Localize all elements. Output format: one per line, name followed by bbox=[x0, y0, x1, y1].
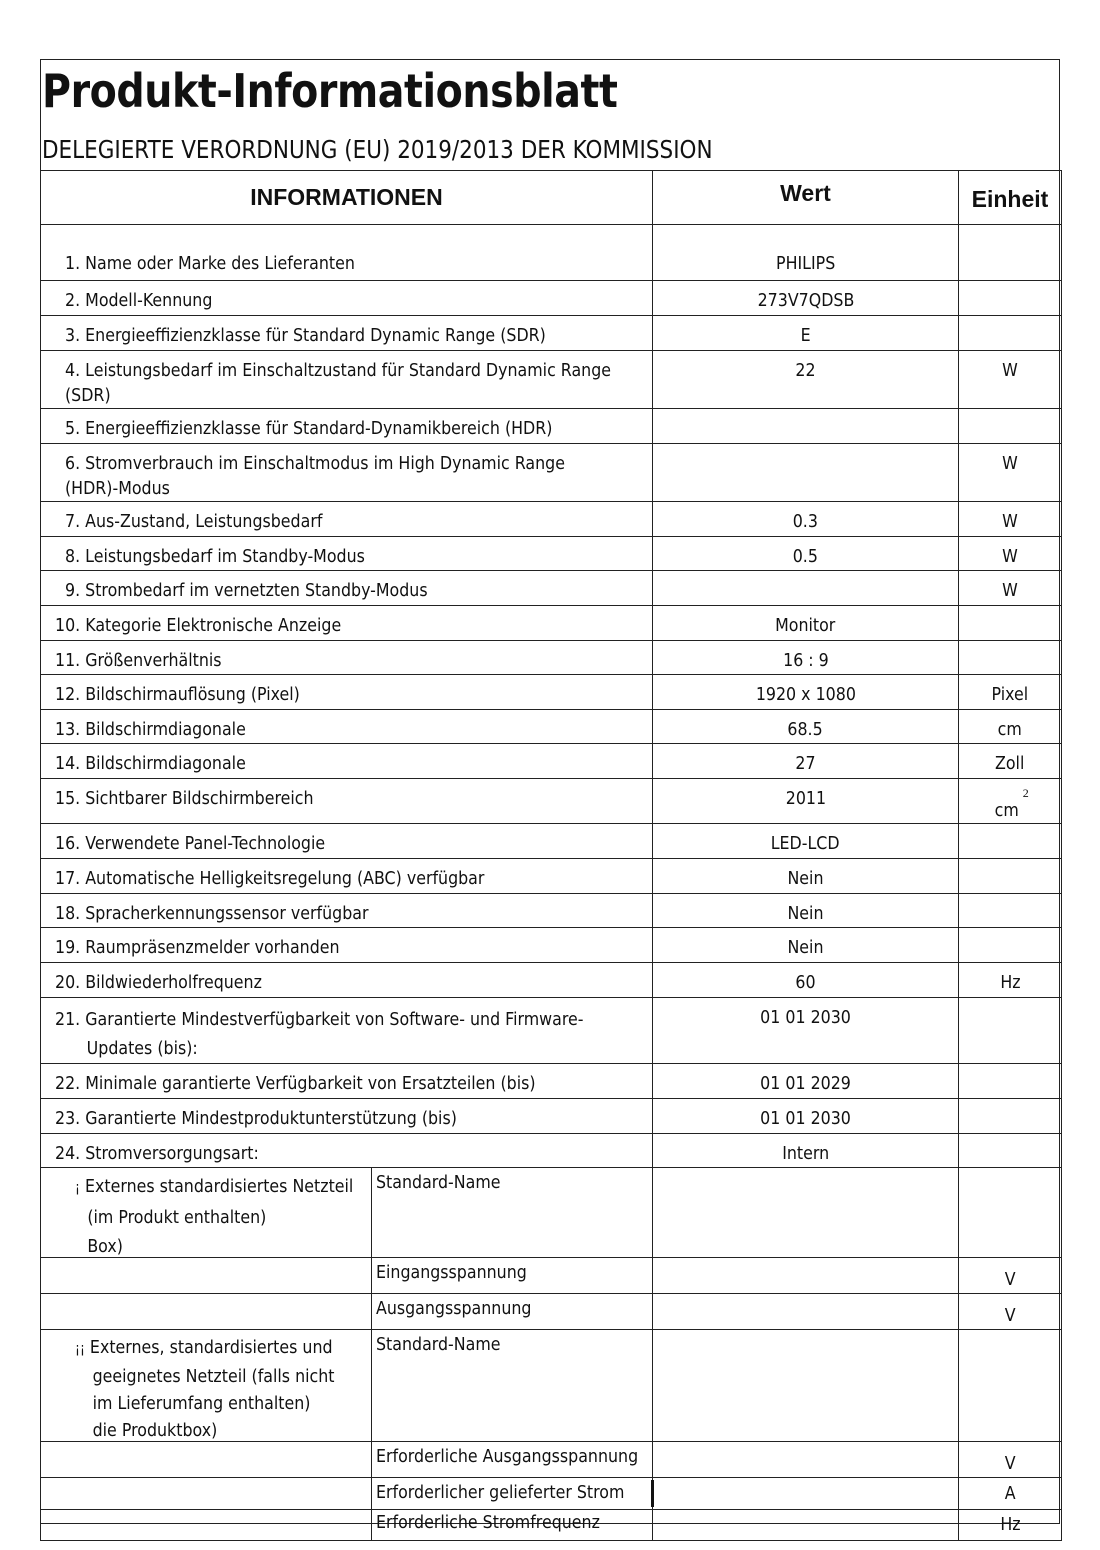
row-unit: Hz bbox=[999, 972, 1021, 993]
row-label: 19. Raumpräsenzmelder vorhanden bbox=[55, 937, 340, 958]
row-label: 4. Leistungsbedarf im Einschaltzustand für Standard Dynamic Range (SDR) bbox=[65, 360, 612, 406]
table-row bbox=[41, 963, 1062, 998]
desc-line: die Produktbox) bbox=[92, 1420, 218, 1441]
power-supply-included-row bbox=[41, 1168, 1062, 1258]
table-row bbox=[41, 502, 1062, 537]
row-label: 1. Name oder Marke des Lieferanten bbox=[65, 253, 355, 274]
table-row bbox=[41, 316, 1062, 351]
table-row bbox=[41, 1442, 1062, 1478]
row-label: 11. Größenverhältnis bbox=[55, 650, 222, 671]
row-unit: Pixel bbox=[991, 684, 1029, 705]
row-unit: V bbox=[1004, 1453, 1016, 1474]
row-label: 9. Strombedarf im vernetzten Standby-Modus bbox=[65, 580, 428, 601]
row-value: 27 bbox=[795, 753, 816, 774]
column-divider bbox=[371, 1294, 372, 1329]
table-row bbox=[41, 779, 1062, 824]
row-unit: W bbox=[1002, 580, 1018, 601]
cell-edge-marker bbox=[651, 1480, 654, 1507]
table-row bbox=[41, 1134, 1062, 1168]
row-label: 7. Aus-Zustand, Leistungsbedarf bbox=[65, 511, 323, 532]
desc-line: Box) bbox=[87, 1236, 123, 1257]
row-value: 16 : 9 bbox=[782, 650, 829, 671]
table-row bbox=[41, 998, 1062, 1064]
row-value: 0.5 bbox=[792, 546, 819, 567]
column-divider bbox=[371, 1510, 372, 1540]
desc-line: (im Produkt enthalten) bbox=[87, 1207, 267, 1228]
row-unit: W bbox=[1002, 453, 1018, 474]
row-value: 01 01 2030 bbox=[760, 1007, 851, 1028]
power-supply-not-included-description bbox=[75, 1334, 335, 1444]
table-row bbox=[41, 537, 1062, 571]
sub-label: Eingangsspannung bbox=[376, 1262, 527, 1283]
sub-label: Erforderlicher gelieferter Strom bbox=[376, 1482, 625, 1503]
table-row bbox=[41, 859, 1062, 894]
row-label: 22. Minimale garantierte Verfügbarkeit von Ersatzteilen (bis) bbox=[55, 1073, 536, 1094]
table-row bbox=[41, 1064, 1062, 1099]
row-value: Nein bbox=[787, 868, 824, 889]
row-value: 273V7QDSB bbox=[757, 290, 854, 311]
unit-superscript: 2 bbox=[1022, 786, 1029, 800]
row-value: Nein bbox=[787, 937, 824, 958]
row-label: 16. Verwendete Panel-Technologie bbox=[55, 833, 326, 854]
row-label: 13. Bildschirmdiagonale bbox=[55, 719, 246, 740]
row-value: 68.5 bbox=[787, 719, 824, 740]
table-row bbox=[41, 444, 1062, 502]
desc-line: Externes standardisiertes Netzteil bbox=[84, 1176, 354, 1197]
table-row bbox=[41, 281, 1062, 316]
table-row bbox=[41, 894, 1062, 928]
row-unit: W bbox=[1002, 360, 1018, 381]
row-label-line2: Updates (bis): bbox=[86, 1038, 198, 1059]
power-supply-not-included-row bbox=[41, 1330, 1062, 1442]
row-unit: A bbox=[1004, 1483, 1016, 1504]
table-row bbox=[41, 1258, 1062, 1294]
row-value: Nein bbox=[787, 903, 824, 924]
sub-label: Ausgangsspannung bbox=[376, 1298, 532, 1319]
row-label: 8. Leistungsbedarf im Standby-Modus bbox=[65, 546, 365, 567]
sub-label: Erforderliche Stromfrequenz bbox=[376, 1512, 600, 1533]
row-value: 01 01 2030 bbox=[760, 1108, 851, 1129]
row-label: 18. Spracherkennungssensor verfügbar bbox=[55, 903, 369, 924]
table-row bbox=[41, 1294, 1062, 1330]
row-unit: Hz bbox=[999, 1514, 1021, 1535]
table-row bbox=[41, 641, 1062, 675]
table-row bbox=[41, 351, 1062, 409]
table-row bbox=[41, 675, 1062, 710]
row-label: 24. Stromversorgungsart: bbox=[55, 1143, 259, 1164]
row-unit: W bbox=[1002, 511, 1018, 532]
table-row bbox=[41, 409, 1062, 444]
row-value: PHILIPS bbox=[775, 253, 836, 274]
column-divider bbox=[371, 1442, 372, 1477]
row-label: 15. Sichtbarer Bildschirmbereich bbox=[55, 788, 314, 809]
column-divider bbox=[371, 1478, 372, 1509]
table-row bbox=[41, 928, 1062, 963]
document-subtitle: DELEGIERTE VERORDNUNG (EU) 2019/2013 DER KOMMISSION bbox=[42, 135, 713, 164]
row-label: 6. Stromverbrauch im Einschaltmodus im High Dynamic Range (HDR)-Modus bbox=[65, 453, 565, 499]
row-label: 20. Bildwiederholfrequenz bbox=[55, 972, 262, 993]
row-unit: cm bbox=[994, 800, 1020, 821]
table-row bbox=[41, 571, 1062, 606]
product-info-table bbox=[40, 170, 1062, 1541]
table-row bbox=[41, 744, 1062, 779]
row-label: 14. Bildschirmdiagonale bbox=[55, 753, 246, 774]
row-value: 2011 bbox=[785, 788, 826, 809]
row-value: 60 bbox=[795, 972, 816, 993]
table-row bbox=[41, 1510, 1062, 1541]
row-value: 0.3 bbox=[792, 511, 819, 532]
table-row bbox=[41, 710, 1062, 744]
row-value: Monitor bbox=[775, 615, 836, 636]
row-label: 5. Energieeffizienzklasse für Standard-Dynamikbereich (HDR) bbox=[65, 418, 553, 439]
table-row bbox=[41, 824, 1062, 859]
row-label: 17. Automatische Helligkeitsregelung (ABC) verfügbar bbox=[55, 868, 485, 889]
row-label: 12. Bildschirmauflösung (Pixel) bbox=[55, 684, 300, 705]
row-value: E bbox=[800, 325, 811, 346]
row-value: Intern bbox=[782, 1143, 829, 1164]
table-row bbox=[41, 1099, 1062, 1134]
row-label: 21. Garantierte Mindestverfügbarkeit von Software- und Firmware- bbox=[55, 1009, 584, 1030]
table-row bbox=[41, 1478, 1062, 1510]
table-row bbox=[41, 225, 1062, 281]
column-divider bbox=[371, 1168, 372, 1257]
table-header-row bbox=[41, 171, 1062, 225]
desc-line: Externes, standardisiertes und bbox=[89, 1337, 333, 1358]
row-label: 10. Kategorie Elektronische Anzeige bbox=[55, 615, 342, 636]
row-value: 1920 x 1080 bbox=[755, 684, 856, 705]
sub-label: Standard-Name bbox=[376, 1334, 501, 1355]
row-unit: cm bbox=[997, 719, 1023, 740]
row-unit: V bbox=[1004, 1269, 1016, 1290]
column-divider bbox=[371, 1330, 372, 1441]
row-label: 2. Modell-Kennung bbox=[65, 290, 213, 311]
row-label: 23. Garantierte Mindestproduktunterstützung (bis) bbox=[55, 1108, 457, 1129]
header-value: Wert bbox=[653, 171, 959, 225]
sub-label: Erforderliche Ausgangsspannung bbox=[376, 1446, 639, 1467]
roman-marker-i: ¡ bbox=[75, 1180, 80, 1196]
roman-marker-ii: ¡¡ bbox=[75, 1341, 85, 1357]
row-value: 22 bbox=[795, 360, 816, 381]
row-label: 3. Energieeffizienzklasse für Standard Dynamic Range (SDR) bbox=[65, 325, 546, 346]
power-supply-included-description bbox=[75, 1172, 353, 1261]
row-unit: V bbox=[1004, 1305, 1016, 1326]
desc-line: geeignetes Netzteil (falls nicht bbox=[92, 1366, 335, 1387]
document-title: Produkt-Informationsblatt bbox=[42, 64, 618, 118]
row-value: LED-LCD bbox=[771, 833, 840, 854]
table-row bbox=[41, 606, 1062, 641]
row-value: 01 01 2029 bbox=[760, 1073, 851, 1094]
desc-line: im Lieferumfang enthalten) bbox=[92, 1393, 311, 1414]
header-info: INFORMATIONEN bbox=[41, 171, 653, 225]
sub-label: Standard-Name bbox=[376, 1172, 501, 1193]
row-unit: W bbox=[1002, 546, 1018, 567]
row-unit: Zoll bbox=[995, 753, 1025, 774]
column-divider bbox=[371, 1258, 372, 1293]
header-unit: Einheit bbox=[959, 171, 1062, 225]
